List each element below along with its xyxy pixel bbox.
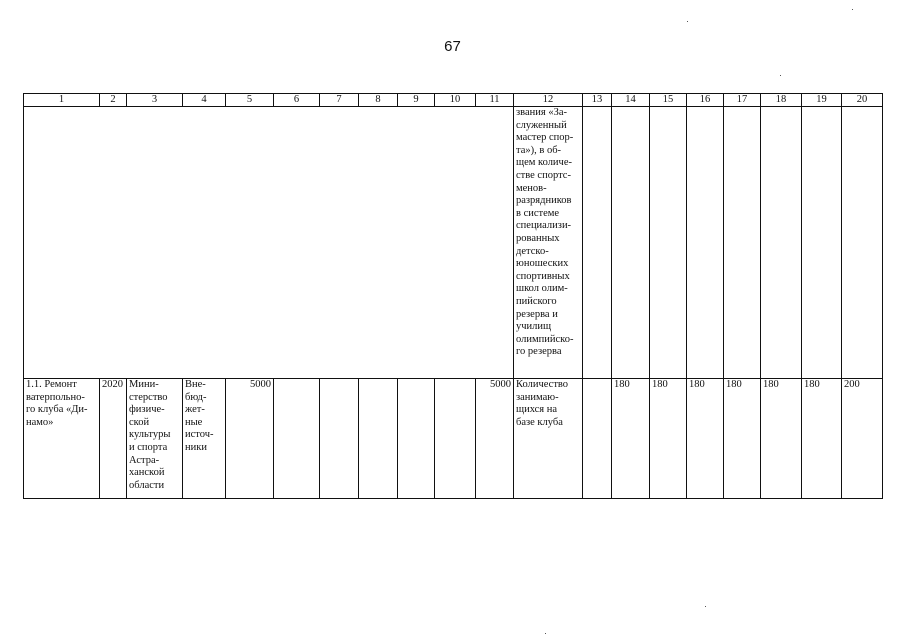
funding-source-cell: Вне- бюд- жет- ные источ- ники xyxy=(183,379,226,499)
value-cell: 200 xyxy=(842,379,883,499)
column-number: 13 xyxy=(583,94,612,107)
scan-speck xyxy=(705,606,706,607)
amount-cell xyxy=(435,379,476,499)
scan-speck xyxy=(545,633,546,634)
empty-cell xyxy=(842,107,883,379)
page-number: 67 xyxy=(444,38,461,55)
executor-cell: Мини- стерство физиче- ской культуры и спорта Астра- ханской области xyxy=(127,379,183,499)
column-number: 7 xyxy=(320,94,359,107)
column-number: 8 xyxy=(359,94,398,107)
column-number: 18 xyxy=(761,94,802,107)
empty-cell xyxy=(802,107,842,379)
value-cell: 180 xyxy=(650,379,687,499)
value-cell: 180 xyxy=(724,379,761,499)
scan-speck xyxy=(780,75,781,76)
empty-cell xyxy=(761,107,802,379)
column-number: 4 xyxy=(183,94,226,107)
column-number-row xyxy=(24,94,883,107)
column-number: 17 xyxy=(724,94,761,107)
measure-name-cell: 1.1. Ремонт ватерпольно- го клуба «Ди- намо» xyxy=(24,379,100,499)
column-number: 5 xyxy=(226,94,274,107)
column-number: 3 xyxy=(127,94,183,107)
value-cell: 180 xyxy=(612,379,650,499)
column-number: 14 xyxy=(612,94,650,107)
amount-cell xyxy=(274,379,320,499)
empty-cell xyxy=(724,107,761,379)
column-number: 15 xyxy=(650,94,687,107)
indicator-continuation-text: звания «За- служенный мастер спор- та»), в об- щем количе- стве спортс- менов- разрядников в системе специализи- рованных детско- юношеских спортивных школ олим- пийского резерва и училищ олимпийско- го резерва xyxy=(514,107,583,379)
value-cell xyxy=(583,379,612,499)
column-number: 10 xyxy=(435,94,476,107)
column-number: 16 xyxy=(687,94,724,107)
column-number: 20 xyxy=(842,94,883,107)
column-number: 19 xyxy=(802,94,842,107)
column-number: 9 xyxy=(398,94,435,107)
amount-cell xyxy=(398,379,435,499)
empty-cell xyxy=(612,107,650,379)
amount-cell xyxy=(320,379,359,499)
continuation-empty-cell xyxy=(24,107,514,379)
amount-cell xyxy=(359,379,398,499)
column-number: 1 xyxy=(24,94,100,107)
scan-speck xyxy=(852,9,853,10)
continuation-row xyxy=(24,107,883,379)
empty-cell xyxy=(650,107,687,379)
scan-speck xyxy=(687,21,688,22)
column-number: 6 xyxy=(274,94,320,107)
extrabudget-amount-cell: 5000 xyxy=(476,379,514,499)
column-number: 2 xyxy=(100,94,127,107)
year-cell: 2020 xyxy=(100,379,127,499)
value-cell: 180 xyxy=(802,379,842,499)
column-number: 11 xyxy=(476,94,514,107)
indicator-cell: Количество занимаю- щихся на базе клуба xyxy=(514,379,583,499)
value-cell: 180 xyxy=(761,379,802,499)
value-cell: 180 xyxy=(687,379,724,499)
table-row xyxy=(24,379,883,499)
total-amount-cell: 5000 xyxy=(226,379,274,499)
empty-cell xyxy=(687,107,724,379)
program-table xyxy=(23,93,883,499)
empty-cell xyxy=(583,107,612,379)
column-number: 12 xyxy=(514,94,583,107)
